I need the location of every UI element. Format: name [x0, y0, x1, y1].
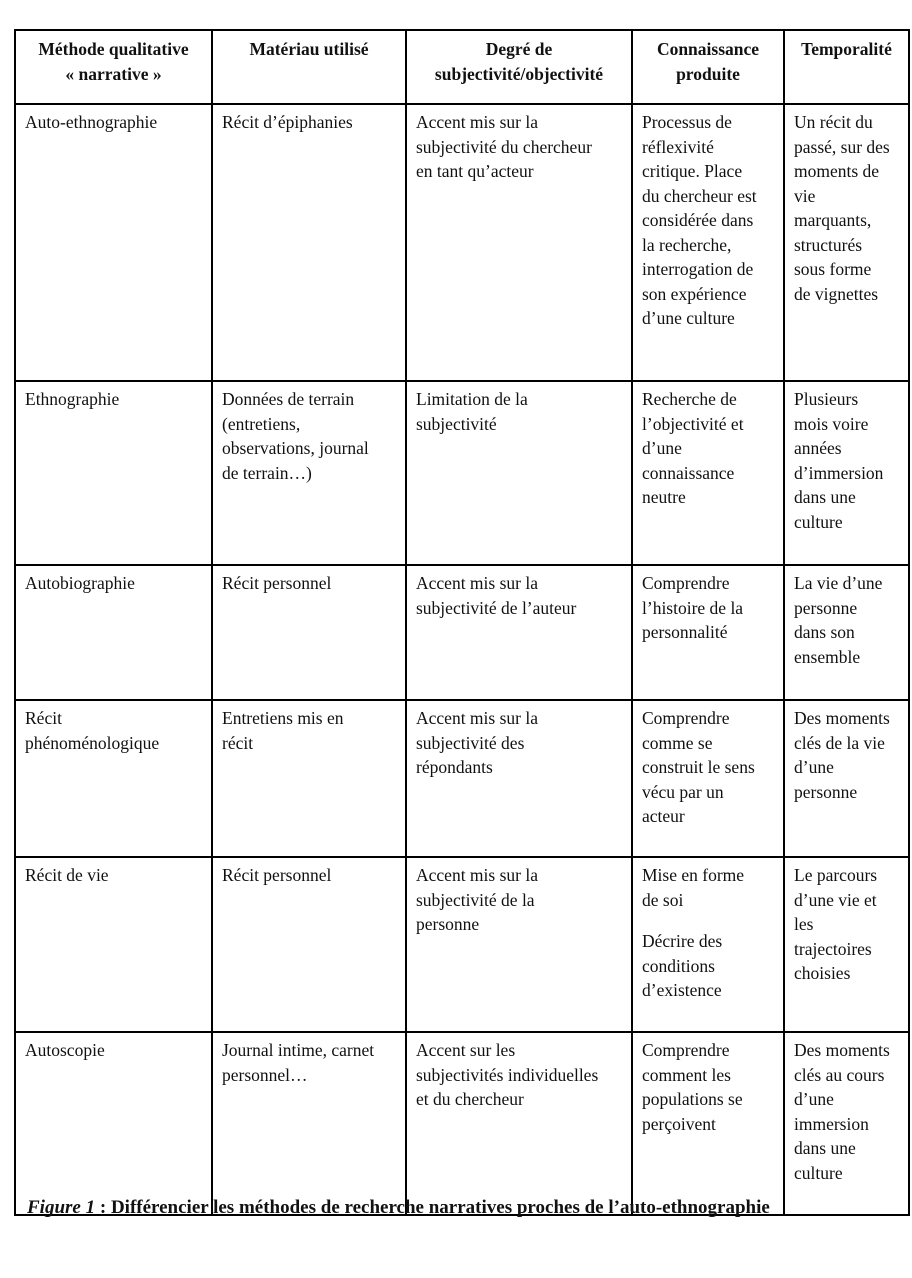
cell-text-line: d’existence [642, 980, 722, 1000]
cell-text-line: Recherche de [642, 389, 737, 409]
document-page [14, 29, 908, 1216]
cell-text-line: réflexivité [642, 136, 714, 157]
cell-subjectivity [406, 104, 632, 381]
cell-text-line: l’objectivité et [642, 413, 744, 434]
cell-text-line: Accent mis sur la [416, 708, 538, 728]
cell-text-line: du chercheur est [642, 185, 757, 206]
cell-text-line: personne [794, 597, 858, 618]
cell-knowledge [632, 104, 784, 381]
caption-text: Différencier les méthodes de recherche narratives proches de l’auto-ethnographie [110, 1197, 770, 1218]
cell-text-line: Comprendre [642, 1040, 730, 1060]
cell-text-line: son expérience [642, 283, 747, 304]
cell-text-line: répondants [416, 757, 493, 777]
cell-method [15, 857, 212, 1032]
cell-text-line: neutre [642, 487, 686, 507]
header-material [212, 30, 406, 104]
cell-text-line: mois voire [794, 413, 869, 434]
cell-text-line: considérée dans [642, 210, 754, 230]
cell-text-line: Limitation de la [416, 389, 528, 409]
cell-method [15, 104, 212, 381]
comparison-table [14, 29, 910, 1216]
cell-temporality [784, 700, 909, 857]
cell-text-line: d’une [794, 757, 834, 777]
cell-text-line: récit [222, 732, 254, 753]
cell-text-line: Degré de [485, 39, 553, 59]
cell-text-line: Récit de vie [25, 865, 109, 885]
cell-material [212, 857, 406, 1032]
cell-subjectivity [406, 1032, 632, 1215]
cell-text-line: subjectivité [416, 413, 497, 434]
cell-text-line: Ethnographie [25, 389, 120, 409]
cell-text-line: Temporalité [801, 39, 892, 59]
cell-temporality [784, 381, 909, 565]
cell-text-line: subjectivités individuelles [416, 1064, 599, 1085]
cell-temporality [784, 565, 909, 700]
cell-text-line: « narrative » [65, 63, 162, 84]
cell-text-line: vie [794, 185, 816, 206]
cell-text-line: critique. Place [642, 161, 743, 181]
cell-text-line: clés au cours [794, 1064, 885, 1085]
cell-knowledge [632, 565, 784, 700]
cell-text-line: immersion [794, 1113, 869, 1134]
cell-method [15, 381, 212, 565]
cell-text-line: Récit d’épiphanies [222, 112, 353, 132]
cell-text-line: Comprendre [642, 573, 730, 593]
cell-text-line: connaissance [642, 462, 735, 483]
cell-method [15, 565, 212, 700]
cell-text-line: passé, sur des [794, 136, 890, 157]
cell-temporality [784, 857, 909, 1032]
cell-text-line: culture [794, 511, 843, 532]
header-subjectivity [406, 30, 632, 104]
cell-text-line: Le parcours [794, 865, 878, 885]
cell-text-line: Connaissance [656, 39, 760, 59]
cell-material [212, 700, 406, 857]
cell-text-line: Autoscopie [25, 1040, 105, 1060]
cell-knowledge [632, 857, 784, 1032]
cell-text-line: La vie d’une [794, 573, 883, 593]
paragraph-gap [642, 912, 775, 929]
cell-material [212, 104, 406, 381]
cell-text-line: comment les [642, 1064, 731, 1085]
cell-text-line: conditions [642, 955, 715, 976]
cell-text-line: d’une [794, 1089, 834, 1109]
cell-text-line: observations, journal [222, 438, 369, 458]
cell-text-line: dans une [794, 487, 856, 507]
cell-text-line: structurés [794, 234, 863, 255]
cell-text-line: et du chercheur [416, 1089, 524, 1109]
cell-subjectivity [406, 565, 632, 700]
cell-text-line: la recherche, [642, 234, 732, 255]
header-method [15, 30, 212, 104]
cell-text-line: subjectivité du chercheur [416, 136, 592, 157]
cell-text-line: Mise en forme [642, 865, 745, 885]
cell-text-line: dans une [794, 1138, 856, 1158]
cell-knowledge [632, 381, 784, 565]
cell-text-line: Plusieurs [794, 389, 859, 409]
cell-text-line: Journal intime, carnet [222, 1040, 375, 1060]
cell-text-line: vécu par un [642, 781, 724, 802]
header-temporality [784, 30, 909, 104]
cell-text-line: comme se [642, 732, 713, 753]
cell-text-line: Des moments [794, 708, 890, 728]
cell-text-line: subjectivité de l’auteur [416, 597, 577, 618]
table-row [15, 381, 909, 565]
cell-text-line: phénoménologique [25, 732, 160, 753]
cell-text-line: personne [416, 914, 480, 934]
cell-text-line: subjectivité/objectivité [434, 63, 604, 84]
cell-text-line: (entretiens, [222, 413, 301, 434]
cell-text-line: subjectivité des [416, 732, 525, 753]
cell-text-line: d’immersion [794, 462, 884, 483]
cell-text-line: Comprendre [642, 708, 730, 728]
header-row [15, 30, 909, 104]
cell-text-line: Décrire des [642, 931, 723, 951]
cell-text-line: d’une [642, 438, 682, 458]
cell-text-line: Récit personnel [222, 573, 332, 593]
cell-method [15, 1032, 212, 1215]
cell-text-line: d’une culture [642, 308, 735, 328]
cell-text-line: de soi [642, 889, 684, 910]
cell-text-line: Entretiens mis en [222, 708, 344, 728]
cell-text-line: Auto-ethnographie [25, 112, 158, 132]
figure-caption [27, 1197, 897, 1219]
cell-text-line: Un récit du [794, 112, 873, 132]
cell-text-line: perçoivent [642, 1113, 716, 1134]
cell-text-line: personnalité [642, 622, 728, 642]
cell-text-line: sous forme [794, 259, 872, 279]
cell-subjectivity [406, 857, 632, 1032]
table-row [15, 857, 909, 1032]
cell-text-line: Données de terrain [222, 389, 355, 409]
cell-text-line: clés de la vie [794, 732, 885, 753]
cell-text-line: Des moments [794, 1040, 890, 1060]
cell-material [212, 565, 406, 700]
cell-text-line: trajectoires [794, 938, 872, 959]
cell-text-line: interrogation de [642, 259, 754, 279]
cell-temporality [784, 104, 909, 381]
cell-text-line: Accent mis sur la [416, 573, 538, 593]
cell-text-line: moments de [794, 161, 880, 181]
cell-method [15, 700, 212, 857]
cell-text-line: d’une vie et [794, 889, 877, 910]
cell-material [212, 381, 406, 565]
cell-material [212, 1032, 406, 1215]
cell-text-line: dans son [794, 622, 855, 642]
cell-text-line: les [794, 914, 814, 934]
cell-knowledge [632, 1032, 784, 1215]
cell-text-line: Processus de [642, 112, 732, 132]
cell-subjectivity [406, 381, 632, 565]
cell-text-line: Accent mis sur la [416, 112, 538, 132]
cell-text-line: subjectivité de la [416, 889, 535, 910]
cell-text-line: produite [676, 63, 740, 84]
figure-label: Figure 1 [27, 1197, 96, 1218]
cell-text-line: Récit [25, 708, 62, 728]
cell-temporality [784, 1032, 909, 1215]
cell-text-line: acteur [642, 806, 685, 826]
cell-text-line: Méthode qualitative [38, 39, 189, 59]
cell-text-line: années [794, 438, 842, 458]
cell-text-line: Accent mis sur la [416, 865, 538, 885]
caption-separator: : [95, 1197, 111, 1218]
cell-text-line: construit le sens [642, 757, 755, 777]
cell-text-line: Matériau utilisé [249, 39, 369, 59]
cell-text-line: Récit personnel [222, 865, 332, 885]
cell-knowledge [632, 700, 784, 857]
cell-text-line: en tant qu’acteur [416, 161, 534, 181]
cell-text-line: Accent sur les [416, 1040, 516, 1060]
cell-text-line: l’histoire de la [642, 597, 744, 618]
table-row [15, 1032, 909, 1215]
cell-text-line: personne [794, 781, 858, 802]
cell-text-line: ensemble [794, 646, 861, 667]
cell-text-line: choisies [794, 963, 851, 983]
cell-text-line: personnel… [222, 1064, 308, 1085]
table-row [15, 700, 909, 857]
cell-text-line: marquants, [794, 210, 872, 230]
table-row [15, 104, 909, 381]
cell-text-line: populations se [642, 1089, 743, 1109]
header-knowledge [632, 30, 784, 104]
table-row [15, 565, 909, 700]
cell-text-line: culture [794, 1162, 843, 1183]
cell-text-line: Autobiographie [25, 573, 135, 593]
cell-text-line: de vignettes [794, 283, 879, 304]
cell-subjectivity [406, 700, 632, 857]
cell-text-line: de terrain…) [222, 462, 312, 483]
